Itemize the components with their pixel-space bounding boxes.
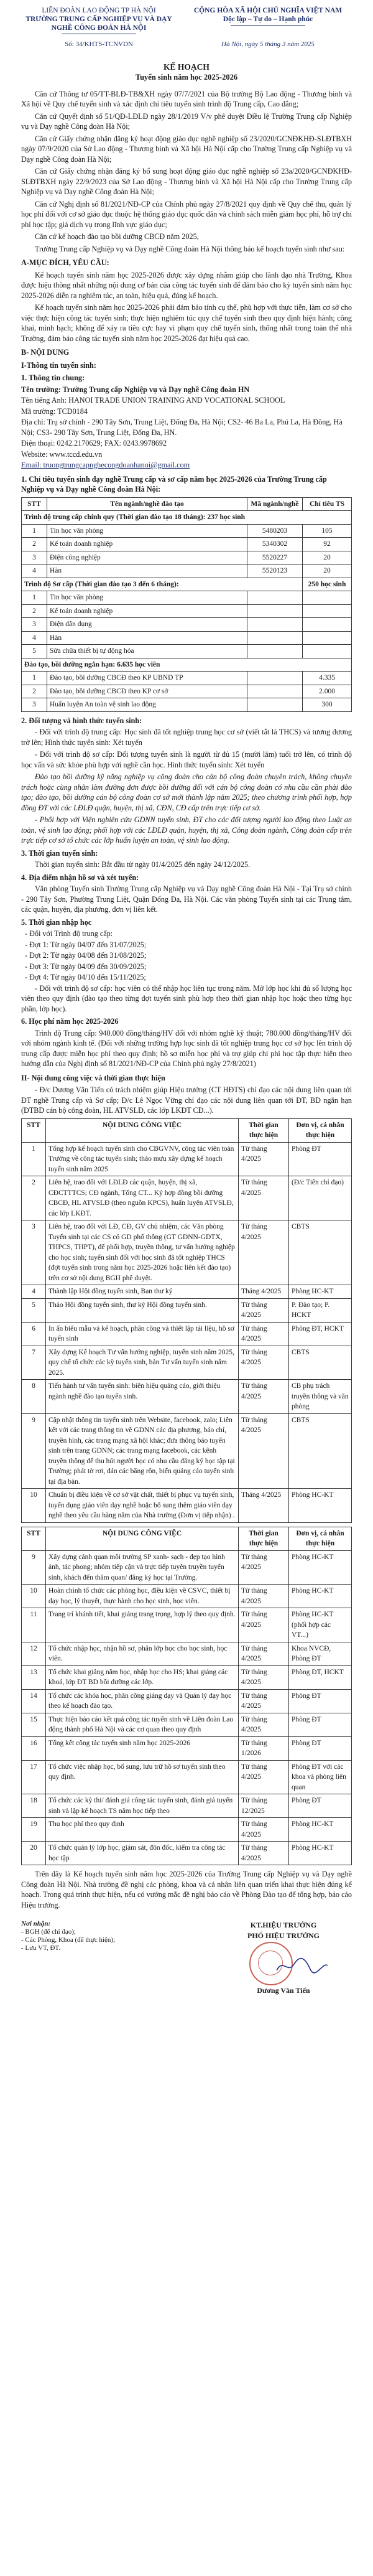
cell: 5 bbox=[22, 645, 47, 658]
cell: Tổ chức các kỳ thi/ đánh giá công tác tuyển sinh, đánh giá tuyển sinh và lập kế hoạch TS năm học tiếp theo bbox=[46, 1794, 239, 1818]
cell: Phòng ĐT, HCKT bbox=[289, 1665, 352, 1689]
cell: 1 bbox=[22, 591, 47, 605]
cell: Tổ chức quản lý lớp học, giám sát, đôn đốc, kiểm tra công tác học tập bbox=[46, 1842, 239, 1865]
section-a-para: Kế hoạch tuyển sinh năm học 2025-2026 được xây dựng nhằm giúp cho lãnh đạo nhà Trường, Khoa được hiệu thông nhất những nội dung cơ bản của công tác tuyển sinh để đảm bảo cho kỳ tuyển sinh năm học 2025-2026 diễn ra nghiêm túc, an toàn, hiệu quả, đúng kế hoạch. bbox=[21, 270, 352, 300]
section-ii-heading: II- Nội dung công việc và thời gian thực hiện bbox=[21, 1073, 165, 1082]
table-row bbox=[22, 1585, 352, 1608]
col-header: NỘI DUNG CÔNG VIỆC bbox=[46, 1118, 239, 1142]
table-row bbox=[22, 1642, 352, 1665]
cell bbox=[247, 698, 303, 712]
document-title: KẾ HOẠCH bbox=[163, 62, 210, 72]
section-2-para: - Đối với trình độ trung cấp: Học sinh đã tốt nghiệp trung học cơ sở (viết tắt là THCS) và tương đương trở lên; Hình thức tuyển sinh: Xét tuyển bbox=[21, 728, 352, 747]
table-row bbox=[22, 1220, 352, 1285]
cell: 10 bbox=[22, 1585, 46, 1608]
recipient-item: - Các Phòng, Khoa (để thực hiện); bbox=[21, 1936, 116, 1944]
col-header: Thời gian thực hiện bbox=[239, 1527, 289, 1550]
table-row bbox=[22, 645, 352, 658]
tasks-table-2-body bbox=[22, 1550, 352, 1865]
group-label: Trình độ Sơ cấp (Thời gian đào tạo 3 đến 6 tháng): bbox=[22, 578, 303, 591]
cell: Từ tháng 4/2025 bbox=[239, 1550, 289, 1585]
cell: Tháng 4/2025 bbox=[239, 1285, 289, 1299]
cell: 18 bbox=[22, 1794, 46, 1818]
cell: Phòng HC-KT bbox=[289, 1550, 352, 1585]
section-6-heading: 6. Học phí năm học 2025-2026 bbox=[21, 1017, 119, 1026]
cell: 9 bbox=[22, 1550, 46, 1585]
cell: 3 bbox=[22, 551, 47, 564]
cell: 92 bbox=[303, 538, 352, 551]
section-3-para: Thời gian tuyển sinh: Bắt đầu từ ngày 01/4/2025 đến ngày 24/12/2025. bbox=[35, 860, 251, 869]
cell: Từ tháng 4/2025 bbox=[239, 1818, 289, 1842]
cell: Tháng 4/2025 bbox=[239, 1489, 289, 1523]
cell: Từ tháng 4/2025 bbox=[239, 1608, 289, 1642]
cell: Từ tháng 4/2025 bbox=[239, 1298, 289, 1322]
quota-heading: 1. Chỉ tiêu tuyển sinh dạy nghề Trung cấp và sơ cấp năm học 2025-2026 của Trường Trung cấp Nghiệp vụ và Dạy nghề Công đoàn Hà Nội: bbox=[21, 474, 327, 494]
cell: Từ tháng 4/2025 bbox=[239, 1176, 289, 1220]
cell: 3 bbox=[22, 1220, 46, 1285]
cell: Phòng HC-KT bbox=[289, 1842, 352, 1865]
group-total: 250 học sinh bbox=[303, 578, 352, 591]
cell bbox=[247, 631, 303, 645]
cell: Phòng HC-KT bbox=[289, 1489, 352, 1523]
cell: Phòng HC-KT bbox=[289, 1585, 352, 1608]
cell: Kế toán doanh nghiệp bbox=[47, 538, 247, 551]
cell: 2 bbox=[22, 1176, 46, 1220]
cell: Phòng HC-KT (phối hợp các VT...) bbox=[289, 1608, 352, 1642]
section-2-para: - Đối với trình độ sơ cấp: Đối tượng tuyển sinh là người từ đủ 15 (mười lăm) tuổi trở lên, có trình độ học vấn và sức khỏe phù hợp với nghề cần học. Hình thức tuyển sinh: Xét tuyển bbox=[21, 750, 352, 769]
cell: 300 bbox=[303, 698, 352, 712]
school-code: Mã trường: TCD0184 bbox=[21, 406, 88, 416]
cell: 4 bbox=[22, 631, 47, 645]
table-row bbox=[22, 591, 352, 605]
national-heading bbox=[184, 6, 352, 37]
section-a-para: Kế hoạch tuyển sinh năm học 2025-2026 phải đảm bảo tính cụ thể, phù hợp với thực tiễn, làm cơ sở cho việc thực hiện công tác tuyển sinh; thực hiện nghiêm túc quy chế tuyển sinh theo quy định hiện hành; công khai, minh bạch; không để xảy ra tiêu cực hay vi phạm quy chế tuyển sinh, thống nhất trong toàn thể nhà Trường, đảm bảo công tác tuyển sinh năm học 2025-2026 đạt hiệu quả cao. bbox=[21, 303, 352, 343]
cell: CBTS bbox=[289, 1346, 352, 1380]
table-row bbox=[22, 604, 352, 618]
cell: Từ tháng 4/2025 bbox=[239, 1842, 289, 1865]
place-date: Hà Nội, ngày 5 tháng 3 năm 2025 bbox=[221, 40, 315, 48]
table-row bbox=[22, 672, 352, 685]
cell: 3 bbox=[22, 698, 47, 712]
closing-para: Trên đây là Kế hoạch tuyển sinh năm học 2025-2026 của Trường Trung cấp Nghiệp vụ và Dạy nghề Công đoàn Hà Nội. Nhà trường đề nghị các phòng, khoa và cá nhân liên quan triển khai thực hiện đúng kế hoạch. Trong quá trình thực hiện, nếu có vướng mắc đề nghị báo cáo về Phòng Đào tạo để tổng hợp, báo cáo Hiệu trưởng. bbox=[21, 1870, 352, 1909]
cell: 5 bbox=[22, 1298, 46, 1322]
cell bbox=[247, 604, 303, 618]
table-header-row bbox=[22, 1118, 352, 1142]
cell: Chuẩn bị điều kiện về cơ sở vật chất, thiết bị phục vụ tuyển sinh, tuyển dụng giáo viên dạy nghề hoặc bổ sung thêm giáo viên dạy nghề theo yêu cầu hàng năm của Nhà trường (Đơn vị tiếp nhận) . bbox=[46, 1489, 239, 1523]
cell: Phòng ĐT bbox=[289, 1689, 352, 1713]
signer bbox=[215, 1920, 352, 1996]
col-header: Đơn vị, cá nhân thực hiện bbox=[289, 1118, 352, 1142]
document-body bbox=[21, 6, 352, 1996]
tasks-table-1-body bbox=[22, 1142, 352, 1522]
cell bbox=[303, 618, 352, 632]
issuing-org bbox=[21, 6, 177, 37]
cell: Phòng HC-KT bbox=[289, 1818, 352, 1842]
section-4-heading: 4. Địa điểm nhận hồ sơ và xét tuyển: bbox=[21, 873, 139, 882]
group-label: Đào tạo, bồi dưỡng ngắn hạn: 6.635 học viên bbox=[22, 658, 352, 672]
cell: Phòng ĐT bbox=[289, 1736, 352, 1760]
table-row bbox=[22, 1142, 352, 1176]
section-a-heading: A-MỤC ĐÍCH, YÊU CẦU: bbox=[21, 258, 109, 267]
table-group-row bbox=[22, 658, 352, 672]
header-meta bbox=[21, 39, 352, 50]
table-row bbox=[22, 1489, 352, 1523]
cell: Hàn bbox=[47, 631, 247, 645]
cell: Phòng ĐT bbox=[289, 1142, 352, 1176]
cell: 1 bbox=[22, 672, 47, 685]
signature-block bbox=[21, 1920, 352, 1996]
cell: 9 bbox=[22, 1413, 46, 1489]
intro-para: Căn cứ Giấy chứng nhận đăng ký hoạt động giáo dục nghề nghiệp số 23/2020/GCNĐKHĐ-SLĐTBXH ngày 07/9/2020 của Sở Lao động - Thương binh và Xã hội Hà Nội cấp cho Trường Trung cấp Nghiệp vụ và Dạy nghề Công đoàn Hà Nội; bbox=[21, 134, 352, 164]
table-row bbox=[22, 698, 352, 712]
cell: Liên hệ, trao đổi với LĐLĐ các quận, huyện, thị xã, CĐCTTTCS; CĐ ngành, Tổng CT... Ký hợp đồng bồi dưỡng CBCĐ, HL ATVSLĐ (theo nguồn KPCS), huấn luyện ATVSLĐ, các lớp LKĐT. bbox=[46, 1176, 239, 1220]
cell bbox=[303, 591, 352, 605]
cell: 16 bbox=[22, 1736, 46, 1760]
cell: Kế toán doanh nghiệp bbox=[47, 604, 247, 618]
cell: 12 bbox=[22, 1642, 46, 1665]
cell: Xây dựng Kế hoạch Tư vấn hướng nghiệp, tuyển sinh năm 2025, quy chế tổ chức các kỳ tuyển sinh, bản Tư vấn tuyển sinh năm 2025. bbox=[46, 1346, 239, 1380]
cell: Phòng HC-KT bbox=[289, 1285, 352, 1299]
intro-para: Căn cứ Thông tư 05/TT-BLĐ-TB&XH ngày 07/7/2021 của Bộ trưởng Bộ Lao động - Thương binh và Xã hội về Quy chế tuyển sinh và xác định chỉ tiêu tuyển sinh trình độ Trung cấp, Cao đẳng; bbox=[21, 89, 352, 108]
cell bbox=[303, 604, 352, 618]
cell: 7 bbox=[22, 1346, 46, 1380]
cell: Thu học phí theo quy định bbox=[46, 1818, 239, 1842]
cell: 4 bbox=[22, 564, 47, 578]
cell: Sửa chữa thiết bị tự động hóa bbox=[47, 645, 247, 658]
table-row bbox=[22, 1760, 352, 1794]
cell: CBTS bbox=[289, 1220, 352, 1285]
recipient-item: - BGH (để chỉ đạo); bbox=[21, 1928, 76, 1936]
cell: 5520227 bbox=[247, 551, 303, 564]
cell: Xây dựng cảnh quan môi trường SP xanh- sạch - đẹp tạo hình ảnh, tác phong; nhóm tiếp cận và trực tiếp tuyên truyền tuyển sinh, khách đến thăm quan/ đăng ký học tại Trường. bbox=[46, 1550, 239, 1585]
intake-period: - Đợt 4: Từ ngày 04/10 đến 15/11/2025; bbox=[25, 973, 146, 981]
signature-area bbox=[215, 1942, 352, 1985]
cell: 20 bbox=[303, 551, 352, 564]
cell: Từ tháng 4/2025 bbox=[239, 1665, 289, 1689]
col-header: STT bbox=[22, 1527, 46, 1550]
cell: Từ tháng 4/2025 bbox=[239, 1642, 289, 1665]
table-group-row bbox=[22, 578, 352, 591]
table-row bbox=[22, 1818, 352, 1842]
cell: Từ tháng 4/2025 bbox=[239, 1713, 289, 1736]
table-row bbox=[22, 1608, 352, 1642]
tasks-table-2 bbox=[21, 1527, 352, 1866]
cell: 5520123 bbox=[247, 564, 303, 578]
cell bbox=[247, 645, 303, 658]
signature-scribble bbox=[274, 1955, 330, 1977]
table-group-row bbox=[22, 511, 352, 525]
school-email[interactable]: Email: truongtrungcapnghecongdoanhanoi@gmail.com bbox=[21, 461, 190, 469]
cell: (Đ/c Tiến chỉ đạo) bbox=[289, 1176, 352, 1220]
cell: 14 bbox=[22, 1689, 46, 1713]
table-row bbox=[22, 1736, 352, 1760]
cell: Cập nhật thông tin tuyển sinh trên Website, facebook, zalo; Liên kết với các trang thông tin về GDNN các địa phương, báo chí, truyền hình, các trang mạng xã hội khác; đưa thông báo tuyển sinh trên trang GDNN; các trang mạng facebook, các kênh truyền thông để thu hút người học có nhu cầu đăng ký học tập tại Trường; phát tờ rơi, dán các băng rôn, biển quảng cáo tuyển sinh tại địa bàn. bbox=[46, 1413, 239, 1489]
cell: Tổ chức nhập học, nhận hồ sơ, phân lớp học cho học sinh, học viên. bbox=[46, 1642, 239, 1665]
legal-basis bbox=[21, 89, 352, 255]
section-3-heading: 3. Thời gian tuyển sinh: bbox=[21, 848, 98, 858]
table-row bbox=[22, 1665, 352, 1689]
cell: 17 bbox=[22, 1760, 46, 1794]
cell: Thành lập Hội đồng tuyển sinh, Ban thư ký bbox=[46, 1285, 239, 1299]
cell: Từ tháng 1/2026 bbox=[239, 1736, 289, 1760]
cell: 15 bbox=[22, 1713, 46, 1736]
section-6-para: Trình độ Trung cấp: 940.000 đồng/tháng/HV đối với nhóm nghề kỹ thuật; 780.000 đồng/tháng/HV đối với nhóm ngành kinh tế. (Đối với những trường hợp học sinh đã tốt nghiệp trung học cơ sở học lên trình độ trung cấp được miễn học phí theo quy định; hồ sơ miễn học phí và trợ giúp chi phí học tập thực hiện theo hướng dẫn của Nghị định số 81/2021/NĐ-CP của Chính phủ ngày 27/8/2021) bbox=[21, 1028, 352, 1068]
cell: Từ tháng 4/2025 bbox=[239, 1380, 289, 1414]
cell: Từ tháng 4/2025 bbox=[239, 1760, 289, 1794]
cell: 13 bbox=[22, 1665, 46, 1689]
section-5-heading: 5. Thời gian nhập học bbox=[21, 917, 92, 927]
cell: 11 bbox=[22, 1608, 46, 1642]
cell: 2.000 bbox=[303, 685, 352, 698]
cell: 8 bbox=[22, 1380, 46, 1414]
cell: Từ tháng 4/2025 bbox=[239, 1689, 289, 1713]
cell bbox=[303, 645, 352, 658]
table-row bbox=[22, 631, 352, 645]
cell: Khoa NVCĐ, Phòng ĐT bbox=[289, 1642, 352, 1665]
table-row bbox=[22, 1842, 352, 1865]
intro-para: Căn cứ Giấy chứng nhận đăng ký bổ sung hoạt động giáo dục nghề nghiệp số 23a/2020/GCNĐKHĐ-SLĐTBXH ngày 22/9/2023 của Sở Lao động - Thương binh và Xã hội Hà Nội cấp cho Trường Trung cấp Nghiệp vụ và Dạy nghề Công đoàn Hà Nội; bbox=[21, 167, 352, 196]
country-name: CỘNG HÒA XÃ HỘI CHỦ NGHĨA VIỆT NAM bbox=[193, 7, 343, 14]
cell: 3 bbox=[22, 618, 47, 632]
cell: 20 bbox=[303, 564, 352, 578]
cell: Tổ chức các khóa học, phân công giảng dạy và Quản lý dạy học theo kế hoạch đào tạo. bbox=[46, 1689, 239, 1713]
cell: Phòng ĐT bbox=[289, 1713, 352, 1736]
table-row bbox=[22, 1689, 352, 1713]
cell: Điện công nghiệp bbox=[47, 551, 247, 564]
school-website: Website: www.tccd.edu.vn bbox=[21, 449, 103, 459]
cell: 2 bbox=[22, 604, 47, 618]
section-b-heading: B- NỘI DUNG bbox=[21, 348, 70, 357]
signer-role: PHÓ HIỆU TRƯỞNG bbox=[247, 1931, 320, 1940]
section-b1-heading: I-Thông tin tuyển sinh: bbox=[21, 360, 96, 370]
cell: Điện dân dụng bbox=[47, 618, 247, 632]
table-header-row bbox=[22, 497, 352, 511]
cell bbox=[247, 618, 303, 632]
cell: 1 bbox=[22, 1142, 46, 1176]
parent-org: LIÊN ĐOÀN LAO ĐỘNG TP HÀ NỘI bbox=[42, 7, 156, 14]
recipients bbox=[21, 1920, 170, 1996]
intake-period: - Đợt 2: Từ ngày 04/08 đến 31/08/2025; bbox=[25, 951, 147, 960]
cell bbox=[247, 591, 303, 605]
cell: 1 bbox=[22, 524, 47, 538]
cell: Phòng ĐT với các khoa và phòng liên quan bbox=[289, 1760, 352, 1794]
cell: CB phụ trách truyền thông và văn phòng bbox=[289, 1380, 352, 1414]
cell: 10 bbox=[22, 1489, 46, 1523]
cell: Thực hiện báo cáo kết quả công tác tuyển sinh về Liên đoàn Lao động thành phố Hà Nội và các cơ quan theo quy định bbox=[46, 1713, 239, 1736]
col-header: Mã ngành/nghề bbox=[247, 497, 303, 511]
intro-para: Căn cứ Nghị định số 81/2021/NĐ-CP của Chính phủ ngày 27/8/2021 quy định về Quy chế thu, quản lý học phí đối với cơ sở giáo dục thuộc hệ thống giáo dục quốc dân và chính sách miễn giảm học phí, hỗ trợ chi phí học tập; giá dịch vụ trong lĩnh vực giáo dục; bbox=[21, 199, 352, 229]
cell: Liên hệ, trao đổi với LĐ, CĐ, GV chủ nhiệm, các Văn phòng Tuyển sinh tại các CS có GD phổ thông (GT GDNN-GDTX, THPCS, THPT), để phối hợp, truyền thông, tư vấn hướng nghiệp cho học sinh; tuyển sinh đối với học sinh đã tốt nghiệp THCS (đợt tuyển sinh trong năm học 2025-2026 hoặc liên kết đào tạo) trên cơ sở nội dung BGH phê duyệt. bbox=[46, 1220, 239, 1285]
col-header: NỘI DUNG CÔNG VIỆC bbox=[46, 1527, 239, 1550]
motto: Độc lập – Tự do – Hạnh phúc bbox=[223, 16, 313, 23]
cell: Hàn bbox=[47, 564, 247, 578]
cell: Đào tạo, bồi dưỡng CBCĐ theo KP UBND TP bbox=[47, 672, 247, 685]
section-b1a-heading: 1. Thông tin chung: bbox=[21, 373, 85, 382]
document-header bbox=[21, 6, 352, 37]
cell: 19 bbox=[22, 1818, 46, 1842]
table-row bbox=[22, 1413, 352, 1489]
section-ii-para: - Đ/c Dương Văn Tiến có trách nhiệm giúp Hiệu trưởng (CT HĐTS) chỉ đạo các nội dung liên quan tới ĐT nghề Trung cấp và Sơ cấp; Đ/c Lê Ngọc Vững chỉ đạo các nội dung liên quan tới ĐT, BD ngắn hạn (ĐTBD cán bộ công đoàn, HL ATVSLĐ, các lớp LKĐT CĐ...). bbox=[21, 1085, 352, 1115]
table-row bbox=[22, 618, 352, 632]
col-header: STT bbox=[22, 1118, 46, 1142]
col-header: Tên ngành/nghề đào tạo bbox=[47, 497, 247, 511]
table-row bbox=[22, 1322, 352, 1346]
cell bbox=[303, 631, 352, 645]
cell: Tổng hợp kế hoạch tuyển sinh cho CBGVNV, công tác viên toàn Trường về công tác tuyển sinh; thảo mưu xây dựng kế hoạch tuyển sinh năm 2025 bbox=[46, 1142, 239, 1176]
cell: 20 bbox=[22, 1842, 46, 1865]
section-2-heading: 2. Đối tượng và hình thức tuyển sinh: bbox=[21, 716, 142, 725]
header-rule-right bbox=[231, 25, 305, 26]
table-row bbox=[22, 524, 352, 538]
cell: Phòng ĐT bbox=[289, 1794, 352, 1818]
cell: 4 bbox=[22, 1285, 46, 1299]
cell: Trang trí khánh tiết, khai giảng trang trọng, hợp lý theo quy định. bbox=[46, 1608, 239, 1642]
group-label: Trình độ trung cấp chính quy (Thời gian đào tạo 18 tháng): 237 học sinh bbox=[22, 511, 352, 525]
cell: Huấn luyện An toàn vệ sinh lao động bbox=[47, 698, 247, 712]
cell: Từ tháng 12/2025 bbox=[239, 1794, 289, 1818]
cell: Tiến hành tư vấn tuyển sinh: biên hiệu quảng cáo, giới thiệu ngành nghề đào tạo tuyển sinh. bbox=[46, 1380, 239, 1414]
cell: 5480203 bbox=[247, 524, 303, 538]
intro-para: Căn cứ kế hoạch đào tạo bồi dưỡng CBCĐ năm 2025, bbox=[35, 232, 199, 241]
tasks-table-1 bbox=[21, 1118, 352, 1523]
school-phone: Điện thoại: 0242.2170629; FAX: 0243.9978692 bbox=[21, 439, 167, 447]
cell: Phòng ĐT, HCKT bbox=[289, 1322, 352, 1346]
table-row bbox=[22, 1285, 352, 1299]
document-number: Số: 34/KHTS-TCNVDN bbox=[65, 40, 133, 48]
cell: Từ tháng 4/2025 bbox=[239, 1346, 289, 1380]
cell: Từ tháng 4/2025 bbox=[239, 1220, 289, 1285]
table-row bbox=[22, 551, 352, 564]
intake-period: - Đợt 1: Từ ngày 04/07 đến 31/07/2025; bbox=[25, 940, 147, 949]
col-header: Đơn vị, cá nhân thực hiện bbox=[289, 1527, 352, 1550]
quota-table bbox=[21, 497, 352, 712]
cell: CBTS bbox=[289, 1413, 352, 1489]
cell: Từ tháng 4/2025 bbox=[239, 1413, 289, 1489]
section-5-intro: - Đối với Trình độ trung cấp: bbox=[25, 929, 113, 938]
cell: Từ tháng 4/2025 bbox=[239, 1585, 289, 1608]
cell bbox=[247, 685, 303, 698]
cell: Hoàn chỉnh tổ chức các phòng học, điều kiện về CSVC, thiết bị dạy học, lý thuyết, thực hành cho học sinh, học viên. bbox=[46, 1585, 239, 1608]
cell: Tổng kết công tác tuyển sinh năm học 2025-2026 bbox=[46, 1736, 239, 1760]
cell: 105 bbox=[303, 524, 352, 538]
school-english-name: Tên tiếng Anh: HANOI TRADE UNION TRAINING AND VOCATIONAL SCHOOL bbox=[21, 396, 285, 405]
table-row bbox=[22, 1550, 352, 1585]
section-2-para: Đào tạo bồi dưỡng kỹ năng nghiệp vụ công đoàn cho cán bộ công đoàn chuyên trách, không chuyên trách hoặc cùng nhân làm đường đơn được bồi dưỡng đối với cán bộ công đoàn có nhu cầu cần phải đào tạo; đào tạo, bồi dưỡng cán bộ công đoàn cơ sở mới thành lập năm 2025; theo chương trình phối hợp, hợp đồng ĐT với các LĐLĐ quận, huyện, thị xã, CĐN, CĐ cấp trên trực tiếp cơ sở. bbox=[21, 772, 352, 812]
table-row bbox=[22, 1346, 352, 1380]
table-header-row bbox=[22, 1527, 352, 1550]
table-row bbox=[22, 1298, 352, 1322]
document-subtitle: Tuyển sinh năm học 2025-2026 bbox=[135, 73, 238, 82]
school-name-line: Tên trường: Trường Trung cấp Nghiệp vụ và Dạy nghề Công đoàn HN bbox=[21, 385, 250, 394]
cell: Tin học văn phòng bbox=[47, 591, 247, 605]
table-row bbox=[22, 564, 352, 578]
table-row bbox=[22, 538, 352, 551]
cell: Tổ chức khai giảng năm học, nhập học cho HS; khai giảng các khoá, lớp ĐT BD bồi dưỡng các lớp. bbox=[46, 1665, 239, 1689]
cell: Đào tạo, bồi dưỡng CBCĐ theo KP cơ sở bbox=[47, 685, 247, 698]
cell: 2 bbox=[22, 538, 47, 551]
cell bbox=[247, 672, 303, 685]
cell: In ấn biểu mẫu và kế hoạch, phân công và thiết lập tài liệu, hồ sơ tuyển sinh bbox=[46, 1322, 239, 1346]
cell: Từ tháng 4/2025 bbox=[239, 1322, 289, 1346]
table-row bbox=[22, 1176, 352, 1220]
intake-period: - Đợt 3: Từ ngày 04/09 đến 30/09/2025; bbox=[25, 962, 147, 971]
table-row bbox=[22, 685, 352, 698]
school-name: TRƯỜNG TRUNG CẤP NGHIỆP VỤ VÀ DẠY NGHỀ CÔNG ĐOÀN HÀ NỘI bbox=[25, 16, 172, 32]
table-row bbox=[22, 1713, 352, 1736]
table-row bbox=[22, 1794, 352, 1818]
section-5-note: - Đối với trình độ sơ cấp: học viên có thể nhập học liên tục trong năm. Mở lớp học khi đủ số lượng học viên theo quy định (đào tạo theo từng đợt tuyển sinh phù hợp theo thời gian nhập học hoặc theo từng học phần, lớp học). bbox=[21, 983, 352, 1013]
cell: Tổ chức việc nhập học, bổ sung, lưu trữ hồ sơ tuyển sinh theo quy định. bbox=[46, 1760, 239, 1794]
cell: P. Đào tạo; P. HCKT bbox=[289, 1298, 352, 1322]
col-header: Thời gian thực hiện bbox=[239, 1118, 289, 1142]
table-row bbox=[22, 1380, 352, 1414]
section-2-para: - Phối hợp với Viện nghiên cứu GDNN tuyển sinh, ĐT cho các đối tượng người lao động theo Luật an toàn, vệ sinh lao động; phối hợp với các LĐLĐ quận, huyện, thị xã, Công đoàn ngành, Công đoàn cấp trên trực tiếp cơ sở tổ chức các lớp huấn luyện an toàn, vệ sinh lao động. bbox=[21, 815, 352, 845]
col-header: STT bbox=[22, 497, 47, 511]
cell: 2 bbox=[22, 685, 47, 698]
signer-role: KT.HIỆU TRƯỞNG bbox=[250, 1921, 317, 1929]
cell: 5340302 bbox=[247, 538, 303, 551]
cell: Từ tháng 4/2025 bbox=[239, 1142, 289, 1176]
intro-para: Trường Trung cấp Nghiệp vụ và Dạy nghề Công đoàn Hà Nội thông báo kế hoạch tuyển sinh như sau: bbox=[35, 244, 345, 253]
cell: Tin học văn phòng bbox=[47, 524, 247, 538]
recipient-item: - Lưu VT, ĐT. bbox=[21, 1944, 61, 1952]
cell: 6 bbox=[22, 1322, 46, 1346]
signer-name: Dương Văn Tiến bbox=[257, 1986, 310, 1995]
cell: Thảo Hội đồng tuyển sinh, thư ký Hội đồng tuyển sinh. bbox=[46, 1298, 239, 1322]
section-4-para: Văn phòng Tuyển sinh Trường Trung cấp Nghiệp vụ và Dạy nghề Công đoàn Hà Nội - Tại Trụ sở chính - 290 Tây Sơn, Phường Trung Liệt, Quận Đống Đa, Hà Nội. Các văn phòng Tuyển sinh tại các Trung tâm, các quận, huyện, địa phương, đơn vị liên kết. bbox=[21, 884, 352, 914]
cell: 4.335 bbox=[303, 672, 352, 685]
intro-para: Căn cứ Quyết định số 51/QĐ-LĐLĐ ngày 28/1/2019 V/v phê duyệt Điều lệ Trường Trung cấp Nghiệp vụ và Dạy nghề Công đoàn Hà Nội; bbox=[21, 111, 352, 131]
col-header: Chỉ tiêu TS bbox=[303, 497, 352, 511]
recipients-label: Nơi nhận: bbox=[21, 1920, 51, 1927]
school-address: Địa chỉ: Trụ sở chính - 290 Tây Sơn, Trung Liệt, Đống Đa, Hà Nội; CS2- 46 Ba La, Phú La, Hà Đông, Hà Nội; CS3- 290 Tây Sơn, Trung Liệt, Đống Đa, HN. bbox=[21, 418, 343, 437]
